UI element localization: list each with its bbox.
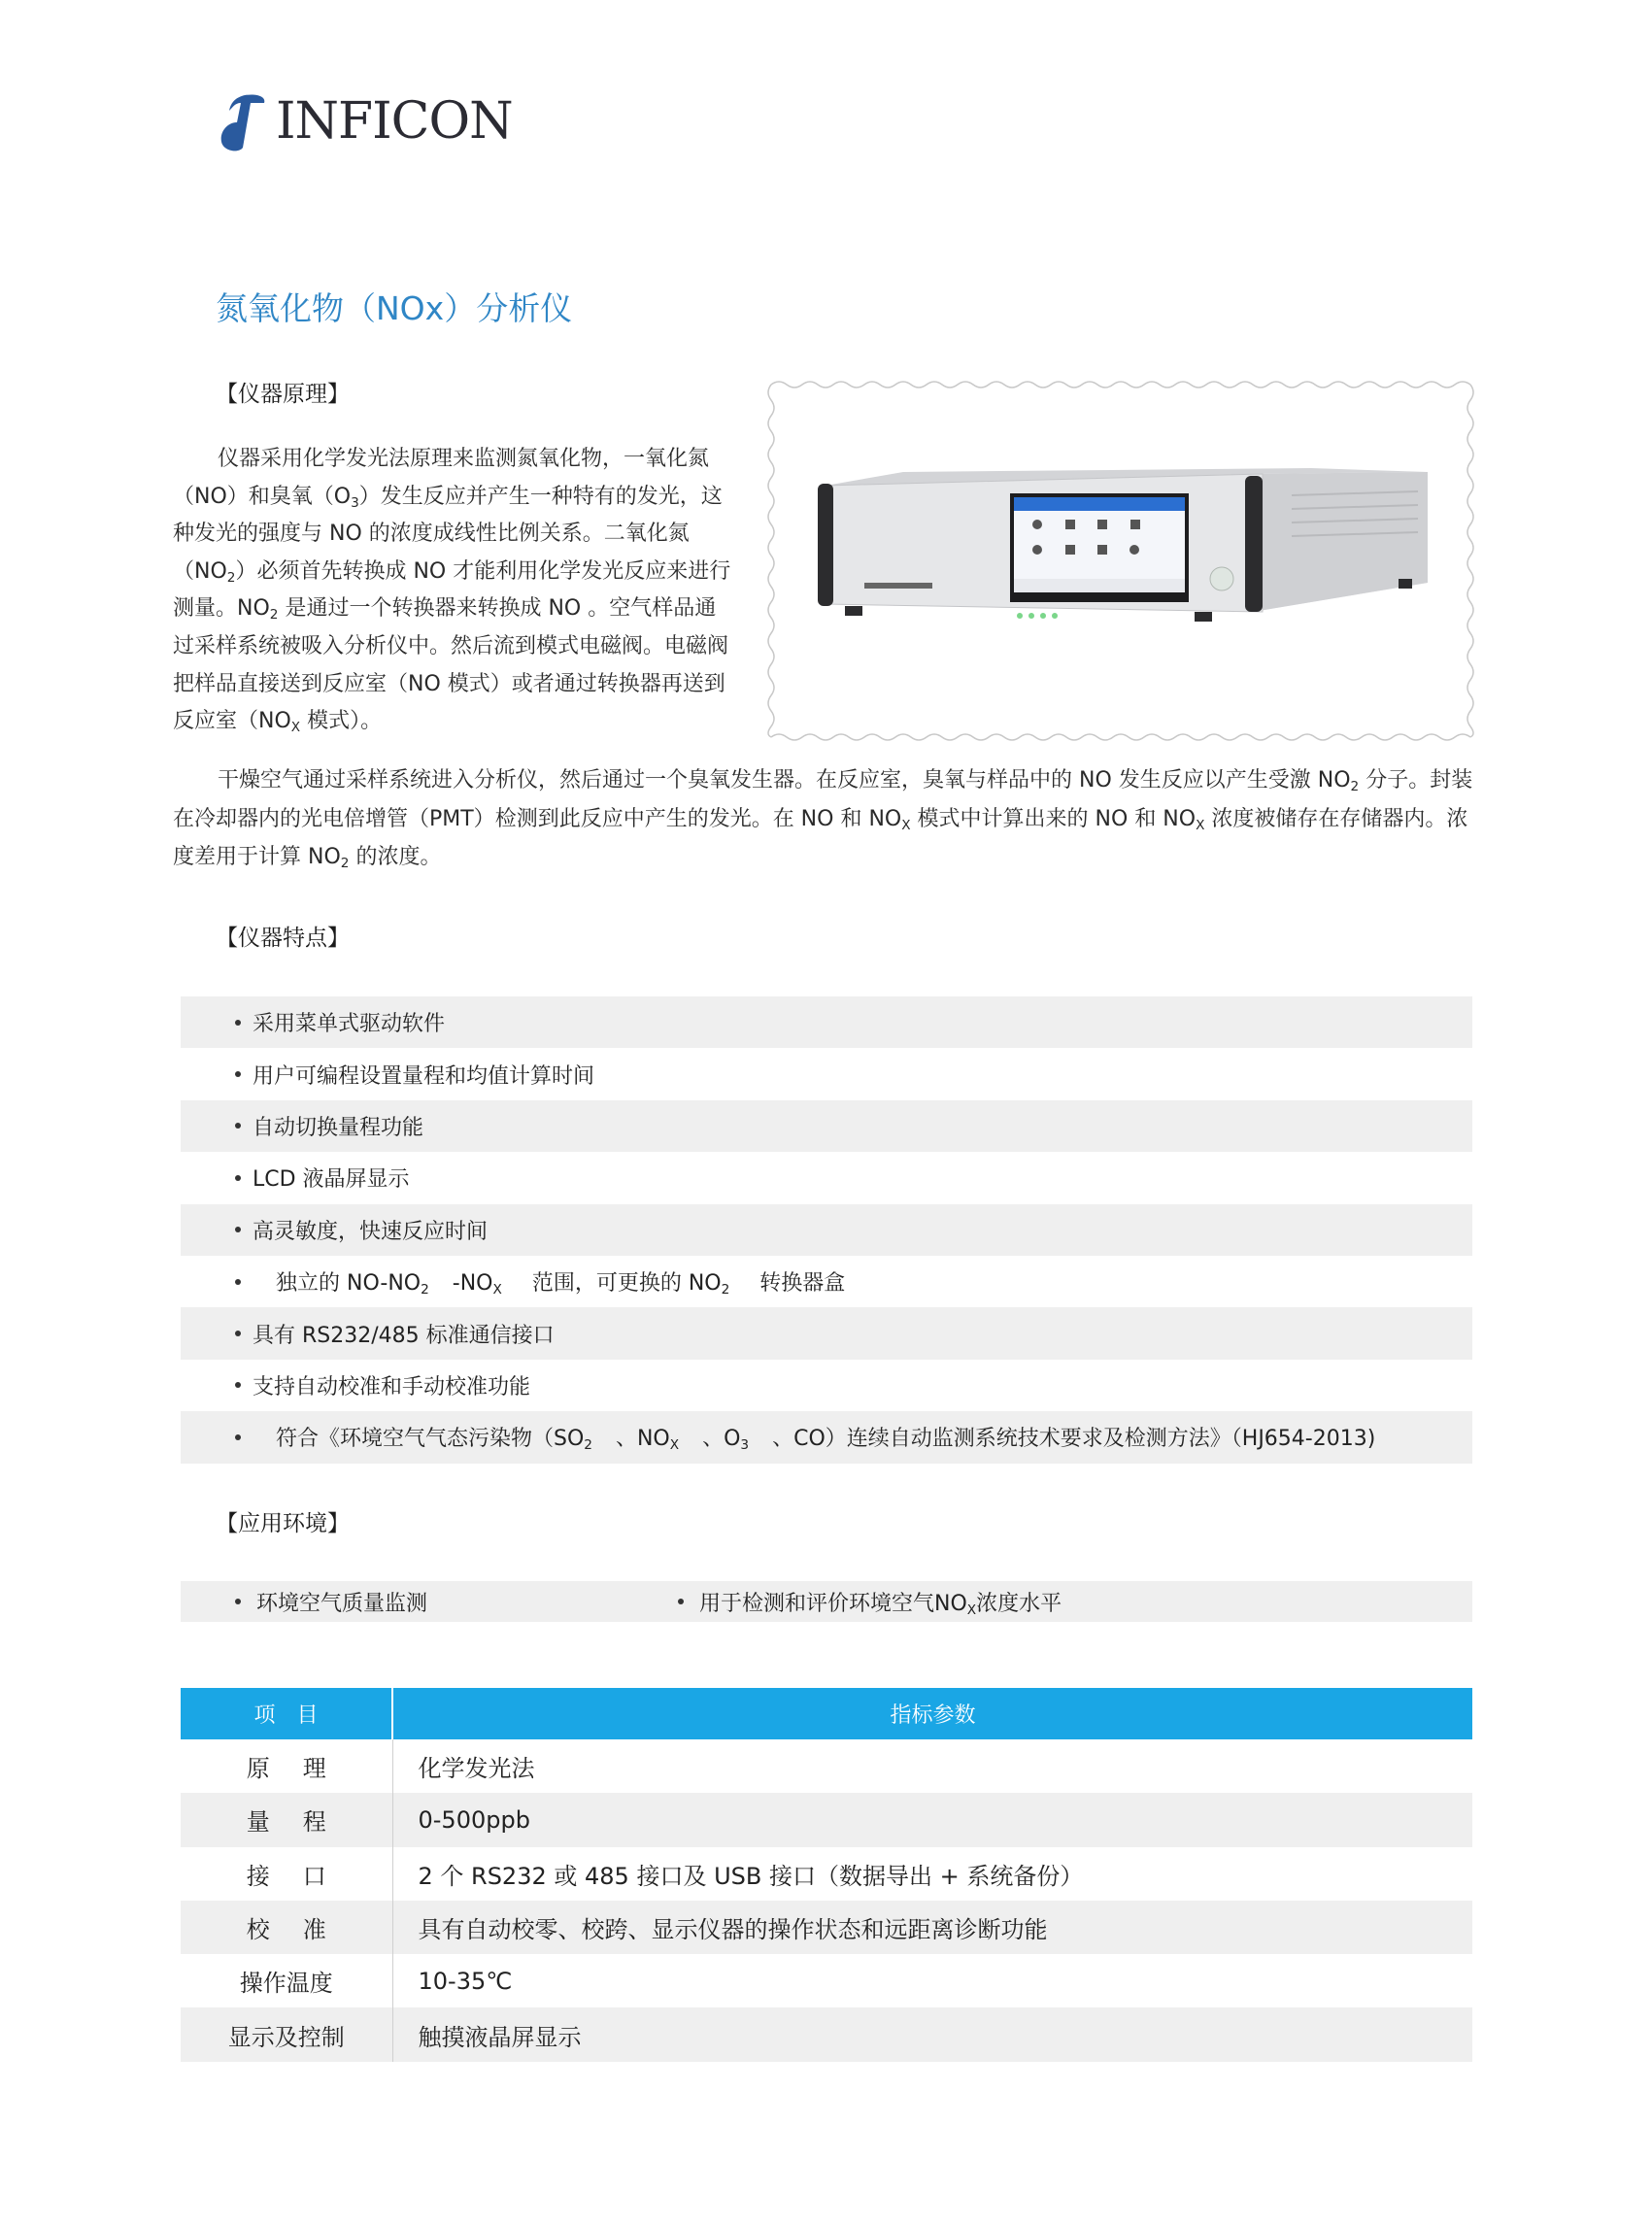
list-item: 独立的 $NO-NO_2$ $-NO_X$ 范围，可更换的 $NO_2$ 转换器盒 xyxy=(181,1256,1472,1307)
row-value: 化学发光法 xyxy=(418,1755,535,1783)
spec-table xyxy=(181,1688,1472,2062)
row-value: 0-500ppb xyxy=(392,1793,1472,1846)
list-item: 用户可编程设置量程和均值计算时间 xyxy=(181,1048,1472,1099)
section-heading-principle: 【仪器原理】 xyxy=(216,382,350,407)
principle-paragraph-2 xyxy=(173,761,1486,877)
table-row xyxy=(181,1739,1472,1793)
table-row xyxy=(181,1901,1472,1954)
table-row xyxy=(181,1847,1472,1901)
table-header-params: 指标参数 xyxy=(392,1688,1472,1739)
features-list xyxy=(181,996,1472,1464)
row-value: 2 个 RS232 或 485 接口及 USB 接口（数据导出 + 系统备份） xyxy=(418,1862,1084,1890)
row-label: 操作温度 xyxy=(239,1970,333,1998)
list-item: 高灵敏度，快速反应时间 xyxy=(181,1204,1472,1256)
row-value: 具有自动校零、校跨、显示仪器的操作状态和远距离诊断功能 xyxy=(392,1901,1472,1954)
list-item: 符合《环境空气气态污染物（$SO_2$ 、$NO_X$ 、$O_3$ 、CO）连续自动监测系统技术要求及检测方法》（HJ654-2013) xyxy=(181,1411,1472,1463)
list-item: 具有 RS232/485 标准通信接口 xyxy=(181,1307,1472,1359)
section-heading-features: 【仪器特点】 xyxy=(216,926,350,951)
logo-text: INFICON xyxy=(276,92,513,151)
row-value: 触摸液晶屏显示 xyxy=(392,2007,1472,2061)
application-list xyxy=(181,1581,1472,1622)
inficon-logo xyxy=(216,89,513,153)
list-item: 自动切换量程功能 xyxy=(181,1100,1472,1152)
row-label: 显示及控制 xyxy=(227,2023,345,2051)
table-row xyxy=(181,1793,1472,1846)
row-label: 校准 xyxy=(246,1916,359,1944)
inficon-logo-mark-icon xyxy=(216,89,270,153)
row-label: 接口 xyxy=(246,1862,359,1890)
product-image-frame xyxy=(767,379,1476,743)
bullet-icon xyxy=(235,1599,241,1604)
analyzer-product-image xyxy=(767,379,1476,743)
row-label: 原理 xyxy=(246,1755,359,1783)
row-label: 量程 xyxy=(246,1808,359,1837)
page-title: 氮氧化物（NOx）分析仪 xyxy=(216,289,573,327)
list-item: 用于检测和评价环境空气$NO_X$浓度水平 xyxy=(678,1581,1062,1622)
list-item: 环境空气质量监测 xyxy=(235,1581,427,1622)
table-row xyxy=(181,2007,1472,2061)
table-header-item: 项目 xyxy=(181,1688,392,1739)
principle-paragraph-1 xyxy=(173,441,732,741)
row-value: 10-35℃ xyxy=(418,1967,513,1995)
table-row xyxy=(181,1954,1472,2007)
section-heading-application: 【应用环境】 xyxy=(216,1511,350,1536)
principle-text-1: 仪器采用化学发光法原理来监测氮氧化物，一氧化氮（NO）和臭氧$(O_3)$发生反应并产生一种特有的发光，这种发光的强度与 NO 的浓度成线性比例关系。二氧化氮$(NO_2)$必须首先转换成 NO 才能利用化学发光反应来进行测量。$NO_2$ 是通过一个转换器来转换成 NO 。空气样品通过采样系统被吸入分析仪中。然后流到模式电磁阀。电磁阀把样品直接送到反应室（NO 模式）或者通过转换器再送到反应室（$NO_X$ 模式）。 xyxy=(173,447,731,736)
list-item: 支持自动校准和手动校准功能 xyxy=(181,1360,1472,1411)
bullet-icon xyxy=(678,1599,684,1604)
list-item: LCD 液晶屏显示 xyxy=(181,1152,1472,1203)
list-item: 采用菜单式驱动软件 xyxy=(181,996,1472,1048)
table-header-row xyxy=(181,1688,1472,1739)
principle-text-2: 干燥空气通过采样系统进入分析仪，然后通过一个臭氧发生器。在反应室，臭氧与样品中的 NO 发生反应以产生受激 $NO_2$ 分子。封装在冷却器内的光电倍增管（PMT）检测到此反应中产生的发光。在 NO 和 $NO_X$ 模式中计算出来的 NO 和 $NO_X$ 浓度被储存在存储器内。浓度差用于计算 $NO_2$ 的浓度。 xyxy=(173,768,1473,872)
